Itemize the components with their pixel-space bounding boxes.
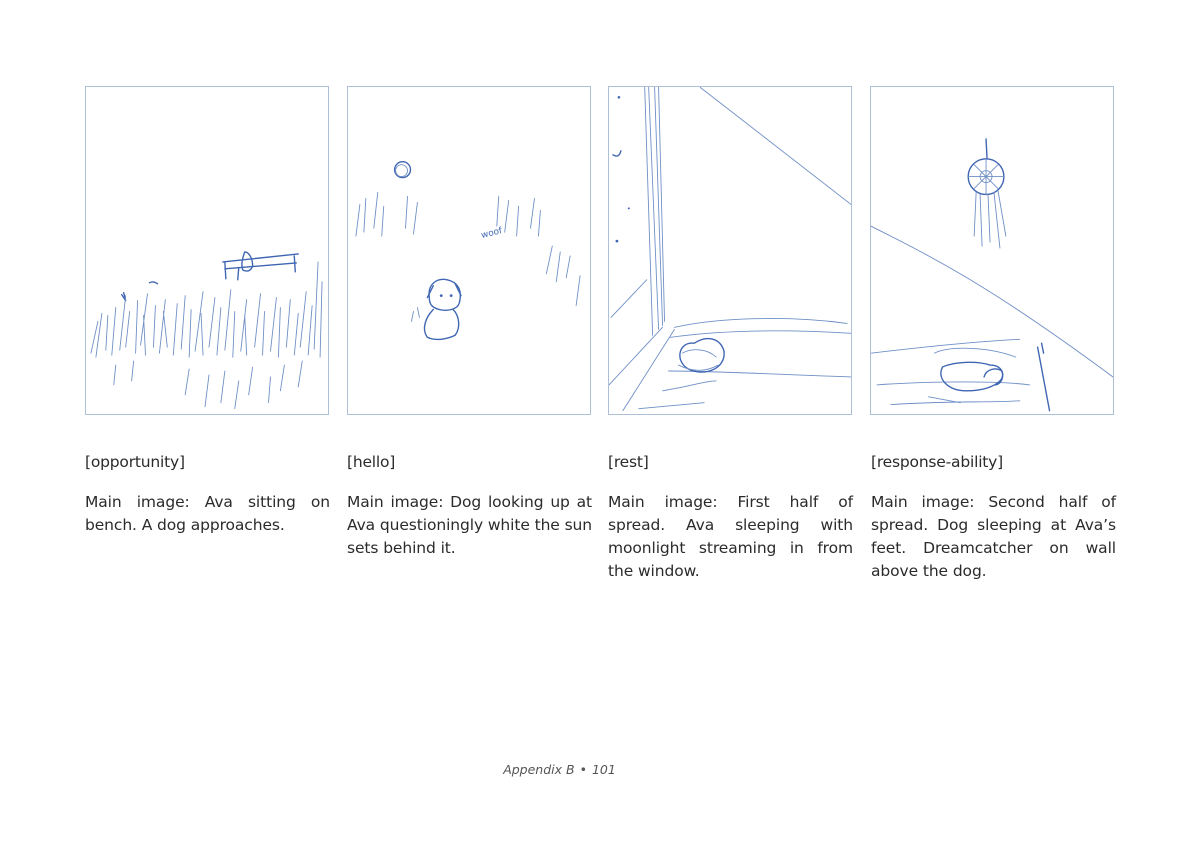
sketch-woof-text: woof xyxy=(480,226,504,242)
panel-title: [hello] xyxy=(347,453,396,471)
bench-grass-sketch-icon xyxy=(86,87,328,414)
dreamcatcher-dog-sketch-icon xyxy=(871,87,1113,414)
panel-description: Main image: Ava sitting on bench. A dog approaches. xyxy=(85,493,330,534)
footer-separator: • xyxy=(579,762,587,777)
dog-sun-sketch-icon xyxy=(348,87,590,414)
caption-opportunity xyxy=(85,451,330,537)
sketch-panel-response-ability xyxy=(870,86,1114,415)
page-number: 101 xyxy=(591,762,616,777)
caption-response-ability xyxy=(871,451,1116,583)
panel-title: [response-ability] xyxy=(871,453,1003,471)
page-footer xyxy=(0,762,1119,777)
window-moonlight-sketch-icon xyxy=(609,87,851,414)
sketch-panel-opportunity xyxy=(85,86,329,415)
panel-description: Main image: First half of spread. Ava sleeping with moonlight streaming in from the window. xyxy=(608,493,853,580)
sketch-panel-hello xyxy=(347,86,591,415)
sketch-panel-rest xyxy=(608,86,852,415)
caption-rest xyxy=(608,451,853,583)
panel-description: Main image: Second half of spread. Dog sleeping at Ava’s feet. Dreamcatcher on wall above the dog. xyxy=(871,493,1116,580)
footer-section: Appendix B xyxy=(503,762,575,777)
panel-description: Main image: Dog looking up at Ava questioningly white the sun sets behind it. xyxy=(347,493,592,557)
panel-title: [rest] xyxy=(608,453,649,471)
caption-hello xyxy=(347,451,592,560)
panel-title: [opportunity] xyxy=(85,453,185,471)
